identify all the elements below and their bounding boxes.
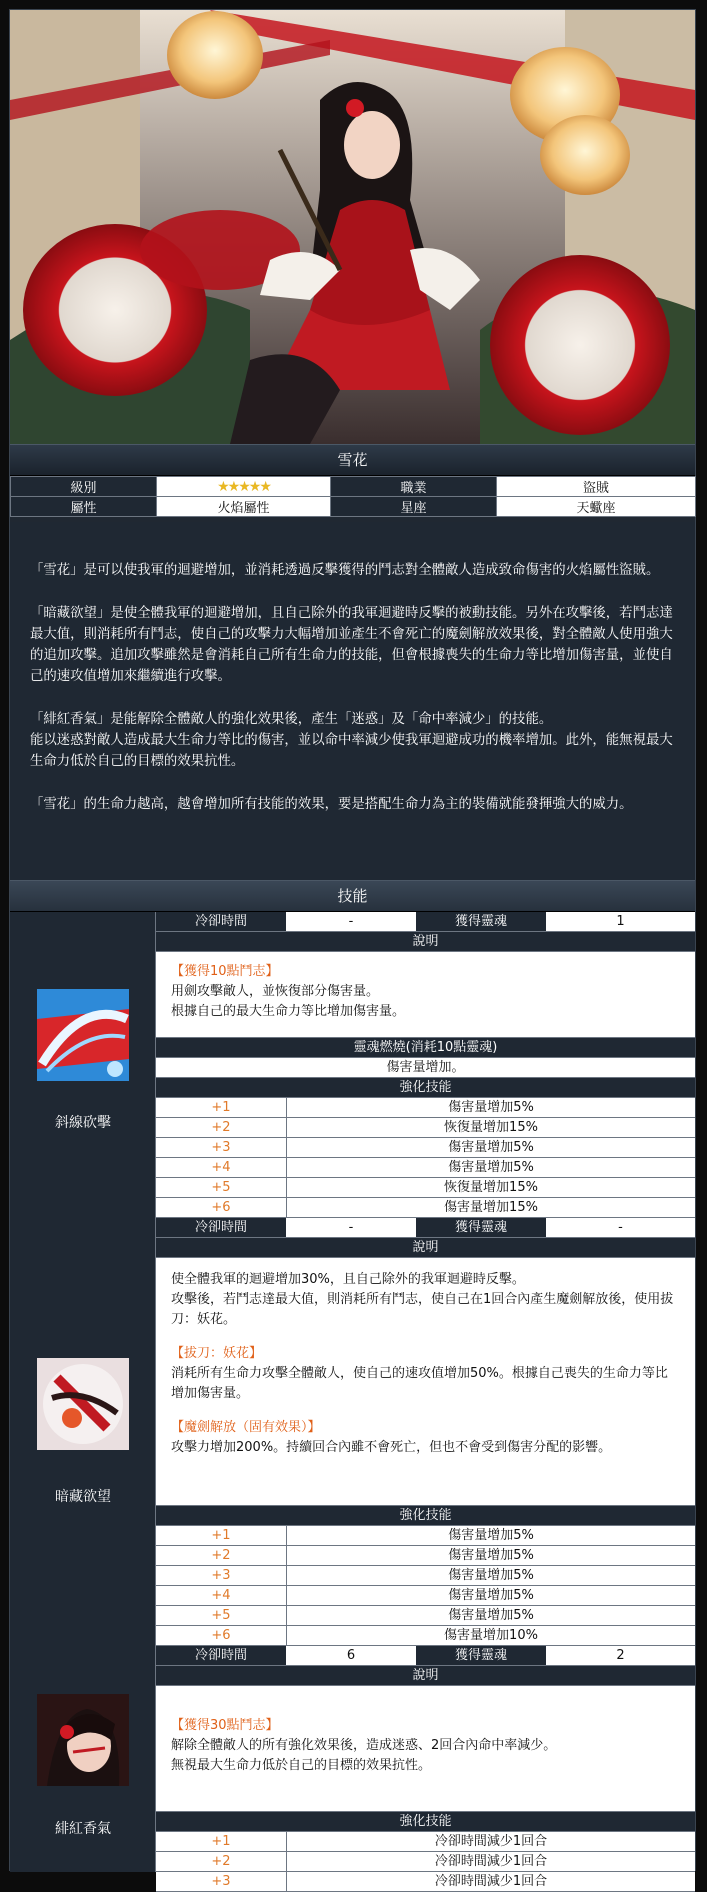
crimson-scent-icon xyxy=(37,1694,129,1786)
description-paragraph: 「雪花」的生命力越高，越會增加所有技能的效果，要是搭配生命力為主的裝備就能發揮強大的威力。 xyxy=(30,797,633,812)
attribute-value: 火焰屬性 xyxy=(157,497,331,517)
skill-line: 攻擊力增加200%。持續回合內雖不會死亡，但也不會受到傷害分配的影響。 xyxy=(171,1440,612,1455)
cooldown-value: - xyxy=(286,1218,416,1237)
soul-value: 1 xyxy=(546,912,695,931)
enhance-level: +2 xyxy=(156,1118,287,1137)
enhance-row xyxy=(156,1586,695,1606)
skill-line: 消耗所有生命力攻擊全體敵人，使自己的速攻值增加50%。根據自己喪失的生命力等比增加傷害量。 xyxy=(171,1366,668,1401)
enhance-header xyxy=(156,1506,695,1526)
description-paragraph: 「雪花」是可以使我軍的迴避增加，並消耗透過反擊獲得的鬥志對全體敵人造成致命傷害的火焰屬性盜賊。 xyxy=(30,563,660,578)
skill-description xyxy=(156,952,695,1038)
enhance-level: +6 xyxy=(156,1198,287,1217)
skill-block xyxy=(10,912,695,1218)
enhance-row xyxy=(156,1606,695,1626)
enhance-effect: 冷卻時間減少1回合 xyxy=(287,1872,695,1891)
rank-stars: ★★★★★ xyxy=(157,477,331,497)
skill-side xyxy=(10,1218,156,1646)
enhance-level: +2 xyxy=(156,1546,287,1565)
skill-tag: 【獲得30點鬥志】 xyxy=(171,1718,279,1733)
enhance-level: +6 xyxy=(156,1626,287,1645)
rank-label: 級別 xyxy=(11,477,157,497)
soul-value: 2 xyxy=(546,1646,695,1665)
desire-icon xyxy=(37,1358,129,1450)
character-name: 雪花 xyxy=(10,444,695,476)
cooldown-value: - xyxy=(286,912,416,931)
explain-header xyxy=(156,1238,695,1258)
character-artwork xyxy=(10,10,695,444)
enhance-effect: 冷卻時間減少1回合 xyxy=(287,1852,695,1871)
enhance-level: +2 xyxy=(156,1852,287,1871)
skill-line: 解除全體敵人的所有強化效果後，造成迷惑、2回合內命中率減少。 xyxy=(171,1738,557,1753)
sign-value: 天蠍座 xyxy=(497,497,696,517)
skill-side xyxy=(10,912,156,1218)
enhance-effect: 傷害量增加10% xyxy=(287,1626,695,1645)
enhance-label: 強化技能 xyxy=(156,1078,695,1097)
enhance-effect: 傷害量增加5% xyxy=(287,1526,695,1545)
enhance-effect: 傷害量增加5% xyxy=(287,1138,695,1157)
cooldown-value: 6 xyxy=(286,1646,416,1665)
enhance-row xyxy=(156,1158,695,1178)
enhance-row xyxy=(156,1852,695,1872)
enhance-row xyxy=(156,1546,695,1566)
cooldown-row xyxy=(156,1646,695,1666)
skill-name: 暗藏欲望 xyxy=(55,1489,111,1505)
skill-line: 用劍攻擊敵人，並恢復部分傷害量。 xyxy=(171,984,380,999)
enhance-effect: 恢復量增加15% xyxy=(287,1118,695,1137)
cooldown-label: 冷卻時間 xyxy=(156,1218,286,1237)
character-info-table xyxy=(10,476,696,517)
enhance-effect: 恢復量增加15% xyxy=(287,1178,695,1197)
enhance-row xyxy=(156,1198,695,1218)
skill-side xyxy=(10,1646,156,1872)
enhance-level: +5 xyxy=(156,1178,287,1197)
explain-header xyxy=(156,932,695,952)
soul-label: 獲得靈魂 xyxy=(416,1646,546,1665)
enhance-row xyxy=(156,1832,695,1852)
enhance-row xyxy=(156,1098,695,1118)
enhance-effect: 傷害量增加5% xyxy=(287,1566,695,1585)
enhance-level: +3 xyxy=(156,1872,287,1891)
enhance-row xyxy=(156,1178,695,1198)
enhance-effect: 傷害量增加5% xyxy=(287,1158,695,1177)
enhance-effect: 傷害量增加5% xyxy=(287,1586,695,1605)
skill-tag: 【獲得10點鬥志】 xyxy=(171,964,279,979)
enhance-level: +1 xyxy=(156,1526,287,1545)
skill-name: 緋紅香氣 xyxy=(55,1821,111,1837)
skill-line: 無視最大生命力低於自己的目標的效果抗性。 xyxy=(171,1758,432,1773)
soul-burn-text: 傷害量增加。 xyxy=(156,1058,695,1077)
soul-label: 獲得靈魂 xyxy=(416,912,546,931)
enhance-label: 強化技能 xyxy=(156,1812,695,1831)
skill-line: 根據自己的最大生命力等比增加傷害量。 xyxy=(171,1004,406,1019)
character-description xyxy=(10,522,695,880)
soul-burn-header xyxy=(156,1038,695,1058)
explain-header xyxy=(156,1666,695,1686)
sign-label: 星座 xyxy=(331,497,497,517)
skill-sub-title: 【魔劍解放（固有效果）】 xyxy=(171,1420,321,1435)
character-page xyxy=(9,9,696,1889)
soul-burn-title: 靈魂燃燒(消耗10點靈魂) xyxy=(156,1038,695,1057)
skill-description xyxy=(156,1258,695,1506)
skill-line: 攻擊後，若鬥志達最大值，則消耗所有鬥志，使自己在1回合內產生魔劍解放後，使用拔刀：妖花。 xyxy=(171,1292,674,1327)
cooldown-row xyxy=(156,912,695,932)
cooldown-row xyxy=(156,1218,695,1238)
soul-burn-row xyxy=(156,1058,695,1078)
enhance-level: +4 xyxy=(156,1158,287,1177)
skill-block xyxy=(10,1646,695,1889)
enhance-level: +1 xyxy=(156,1098,287,1117)
job-label: 職業 xyxy=(331,477,497,497)
slash-icon xyxy=(37,989,129,1081)
description-paragraph: 「緋紅香氣」是能解除全體敵人的強化效果後，產生「迷惑」及「命中率減少」的技能。 能以迷惑對敵人造成最大生命力等比的傷害，並以命中率減少使我軍迴避成功的機率增加。此外，能無視最大生命力低於自己的目標的效果抗性。 xyxy=(30,712,673,769)
cooldown-label: 冷卻時間 xyxy=(156,1646,286,1665)
enhance-level: +4 xyxy=(156,1586,287,1605)
skills-title: 技能 xyxy=(10,880,695,912)
soul-value: - xyxy=(546,1218,695,1237)
explain-label: 說明 xyxy=(156,1238,695,1257)
skill-block xyxy=(10,1218,695,1646)
enhance-label: 強化技能 xyxy=(156,1506,695,1525)
enhance-row xyxy=(156,1526,695,1546)
description-paragraph: 「暗藏欲望」是使全體我軍的迴避增加，且自己除外的我軍迴避時反擊的被動技能。另外在攻擊後，若鬥志達最大值，則消耗所有鬥志，使自己的攻擊力大幅增加並產生不會死亡的魔劍解放效果後，對全體敵人使用強大的追加攻擊。追加攻擊雖然是會消耗自己所有生命力的技能，但會根據喪失的生命力等比增加傷害量，並使自己的速攻值增加來繼續進行攻擊。 xyxy=(30,606,673,684)
attribute-label: 屬性 xyxy=(11,497,157,517)
enhance-effect: 傷害量增加5% xyxy=(287,1606,695,1625)
enhance-effect: 傷害量增加5% xyxy=(287,1098,695,1117)
enhance-row xyxy=(156,1118,695,1138)
soul-label: 獲得靈魂 xyxy=(416,1218,546,1237)
enhance-row xyxy=(156,1138,695,1158)
cooldown-label: 冷卻時間 xyxy=(156,912,286,931)
skill-line: 使全體我軍的迴避增加30%，且自己除外的我軍迴避時反擊。 xyxy=(171,1272,525,1287)
enhance-level: +3 xyxy=(156,1138,287,1157)
enhance-row xyxy=(156,1626,695,1646)
enhance-effect: 傷害量增加5% xyxy=(287,1546,695,1565)
enhance-header xyxy=(156,1078,695,1098)
enhance-row xyxy=(156,1872,695,1892)
explain-label: 說明 xyxy=(156,1666,695,1685)
enhance-effect: 傷害量增加15% xyxy=(287,1198,695,1217)
enhance-level: +1 xyxy=(156,1832,287,1851)
skill-name: 斜線砍擊 xyxy=(55,1115,111,1131)
enhance-level: +5 xyxy=(156,1606,287,1625)
explain-label: 說明 xyxy=(156,932,695,951)
enhance-effect: 冷卻時間減少1回合 xyxy=(287,1832,695,1851)
skill-description xyxy=(156,1686,695,1812)
enhance-row xyxy=(156,1566,695,1586)
skill-sub-title: 【拔刀：妖花】 xyxy=(171,1346,263,1361)
job-value: 盜賊 xyxy=(497,477,696,497)
enhance-level: +3 xyxy=(156,1566,287,1585)
enhance-header xyxy=(156,1812,695,1832)
